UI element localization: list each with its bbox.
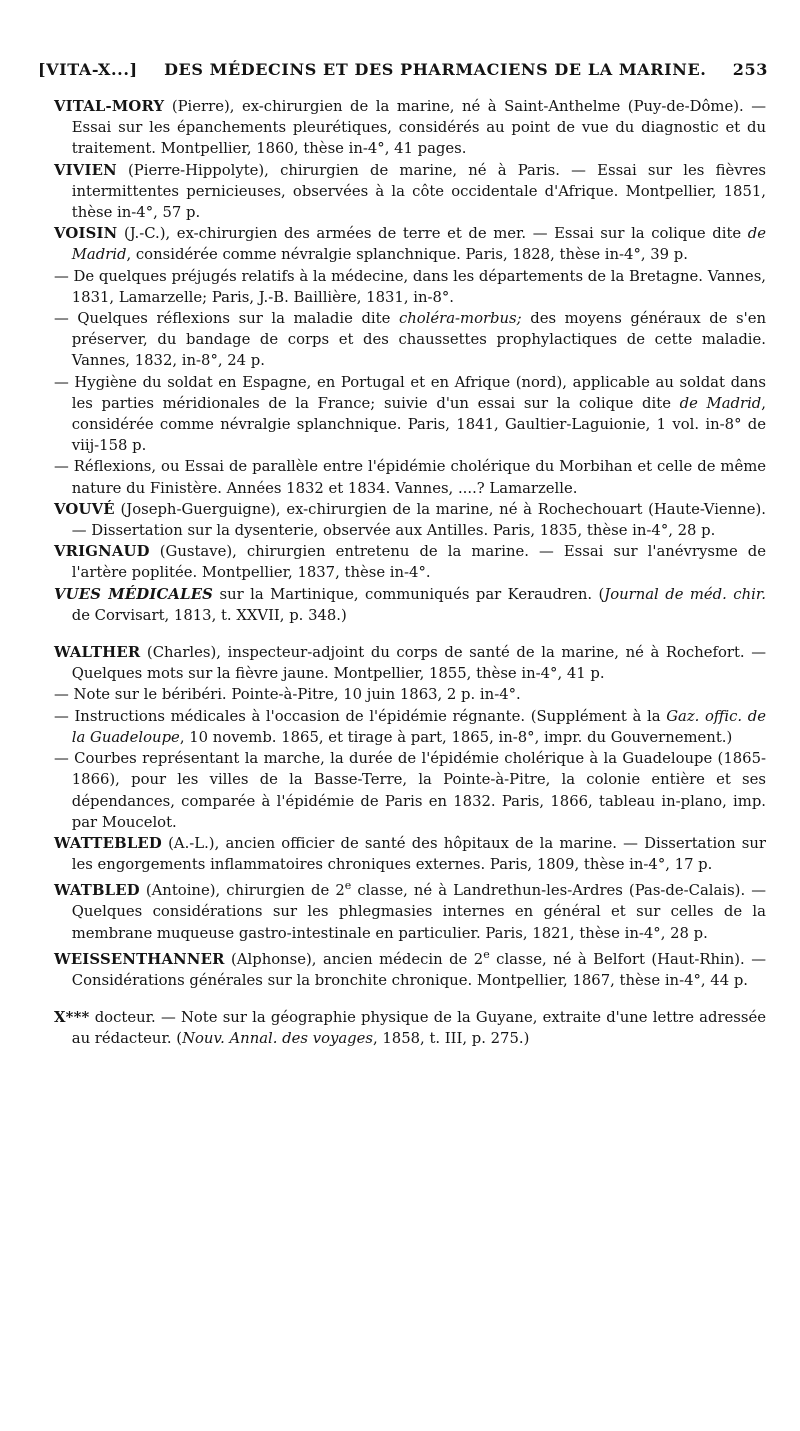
bibliography-entry [54, 96, 766, 160]
entry-text: (Gustave), chirurgien entretenu de la marine. — Essai sur l'anévrysme de l'artère poplitée. Montpellier, 1837, thèse in-4°. [71, 543, 766, 582]
bibliography-subentry [54, 684, 766, 705]
entry-author: VRIGNAUD [54, 543, 150, 561]
bibliography-entry [54, 875, 766, 944]
bibliography-entry [54, 499, 766, 541]
header-section-range: [VITA-X...] [38, 60, 138, 79]
bibliography-subentry [54, 308, 766, 372]
entry-italic-text: Nouv. Annal. des voyages [182, 1030, 373, 1048]
entry-author: X*** [54, 1009, 90, 1027]
entry-text: docteur. — Note sur la géographie physique de la Guyane, extraite d'une lettre adressée au rédacteur. ( [71, 1009, 766, 1048]
entry-text: — Hygiène du soldat en Espagne, en Portugal et en Afrique (nord), applicable au soldat dans les parties méridionales de la France; suivie d'un essai sur la colique dite [54, 373, 766, 412]
bibliography-entry [54, 642, 766, 684]
entry-text: des moyens généraux de s'en préserver, du bandage de corps et des chaussettes prophylactiques de cette maladie. Vannes, 1832, in-8°, 24 p. [71, 310, 766, 370]
entries-list [54, 96, 766, 1050]
entry-author: WEISSENTHANNER [54, 950, 225, 968]
bibliography-entry [54, 1007, 766, 1049]
running-header [38, 60, 768, 79]
entry-text: (Pierre), ex-chirurgien de la marine, né à Saint-Anthelme (Puy-de-Dôme). — Essai sur les épanchements pleurétiques, considérés au point de vue du diagnostic et du traitement. Montpellier, 1860, thèse in-4°, 41 pages. [71, 98, 766, 158]
entry-text: (Pierre-Hippolyte), chirurgien de marine, né à Paris. — Essai sur les fièvres intermittentes pernicieuses, observées à la côte occidentale d'Afrique. Montpellier, 1851, thèse in-4°, 57 p. [71, 161, 766, 222]
entry-text: , 1858, t. III, p. 275.) [372, 1030, 530, 1048]
entry-text: — Quelques réflexions sur la maladie dite [54, 310, 399, 328]
entry-italic-text: de Madrid [71, 225, 766, 264]
bibliography-entry [54, 223, 766, 265]
entry-author: VIVIEN [54, 161, 117, 179]
bibliography-subentry [54, 748, 766, 833]
entry-author: WATBLED [54, 882, 140, 900]
entry-title: VUES MÉDICALES [54, 585, 214, 603]
entry-text: (A.-L.), ancien officier de santé des hôpitaux de la marine. — Dissertation sur les engorgements inflammatoires chroniques externes. Paris, 1809, thèse in-4°, 17 p. [71, 834, 766, 874]
entry-text: (Alphonse), ancien médecin de 2 [224, 950, 484, 968]
entry-text: de Corvisart, 1813, t. XXVII, p. 348.) [71, 606, 347, 624]
entry-text: — Instructions médicales à l'occasion de l'épidémie régnante. (Supplément à la [54, 707, 667, 725]
bibliography-entry [54, 160, 766, 224]
entry-author: WATTEBLED [54, 834, 162, 852]
header-title: DES MÉDECINS ET DES PHARMACIENS DE LA MARINE. [164, 60, 707, 79]
entry-text: — Réflexions, ou Essai de parallèle entre l'épidémie cholérique du Morbihan et celle de même nature du Finistère. Années 1832 et 1834. Vannes, ....? Lamarzelle. [54, 458, 766, 497]
entry-text: (Charles), inspecteur-adjoint du corps de santé de la marine, né à Rochefort. — Quelques mots sur la fièvre jaune. Montpellier, 1855, thèse in-4°, 41 p. [71, 644, 766, 683]
section-gap [54, 626, 766, 642]
entry-text: (Joseph-Guerguigne), ex-chirurgien de la marine, né à Rochechouart (Haute-Vienne). — Dissertation sur la dysenterie, observée aux Antilles. Paris, 1835, thèse in-4°, 28 p. [71, 500, 766, 540]
entry-author: WALTHER [54, 644, 141, 662]
entry-text: classe, né à Belfort (Haut-Rhin). — Considérations générales sur la bronchite chronique. Montpellier, 1867, thèse in-4°, 44 p. [71, 950, 766, 989]
entry-text: — Courbes représentant la marche, la durée de l'épidémie cholérique à la Guadeloupe (1865-1866), pour les villes de la Basse-Terre, la Pointe-à-Pitre, la colonie entière et ses dépendances, comparée à l'épidémie de Paris en 1832. Paris, 1866, tableau in-plano, imp. par Moucelot. [54, 750, 766, 831]
entry-italic-text: de Madrid [679, 394, 762, 412]
bibliography-subentry [54, 266, 766, 308]
entry-text: (J.-C.), ex-chirurgien des armées de terre et de mer. — Essai sur la colique dite [117, 225, 748, 243]
section-gap [54, 991, 766, 1007]
entry-italic-text: Gaz. offic. de la Guadeloupe [71, 707, 766, 746]
entry-text: , 10 novemb. 1865, et tirage à part, 1865, in-8°, impr. du Gouvernement.) [179, 728, 733, 746]
entry-text: — Note sur le béribéri. Pointe-à-Pitre, 10 juin 1863, 2 p. in-4°. [54, 686, 521, 704]
entry-text: classe, né à Landrethun-les-Ardres (Pas-de-Calais). — Quelques considérations sur les phlegmasies internes en général et sur celles de la membrane muqueuse gastro-intestinale en particulier. Paris, 1821, thèse in-4°, 28 p. [71, 882, 767, 942]
entry-text: — De quelques préjugés relatifs à la médecine, dans les départements de la Bretagne. Vannes, 1831, Lamarzelle; Paris, J.-B. Baillière, 1831, in-8°. [54, 267, 766, 306]
bibliography-subentry [54, 706, 766, 748]
entry-superscript: e [344, 879, 352, 893]
entry-author: VOISIN [54, 225, 118, 243]
entry-italic-text: Journal de méd. chir. [604, 585, 766, 603]
entry-text: , considérée comme névralgie splanchnique. Paris, 1841, Gaultier-Laguionie, 1 vol. in-8° de viij-158 p. [71, 394, 766, 455]
bibliography-subentry [54, 372, 766, 457]
entry-text: , considérée comme névralgie splanchnique. Paris, 1828, thèse in-4°, 39 p. [126, 246, 688, 264]
entry-author: VOUVÉ [54, 500, 115, 518]
bibliography-subentry [54, 456, 766, 498]
entry-text: sur la Martinique, communiqués par Keraudren. ( [213, 585, 605, 603]
entry-text: (Antoine), chirurgien de 2 [139, 882, 345, 900]
entry-superscript: e [483, 947, 490, 961]
bibliography-entry [54, 944, 766, 991]
bibliography-entry [54, 584, 766, 626]
entry-italic-text: choléra-morbus; [398, 310, 522, 328]
bibliography-entry [54, 541, 766, 583]
entry-author: VITAL-MORY [54, 98, 165, 115]
bibliography-entry [54, 833, 766, 875]
page-number: 253 [732, 60, 768, 79]
